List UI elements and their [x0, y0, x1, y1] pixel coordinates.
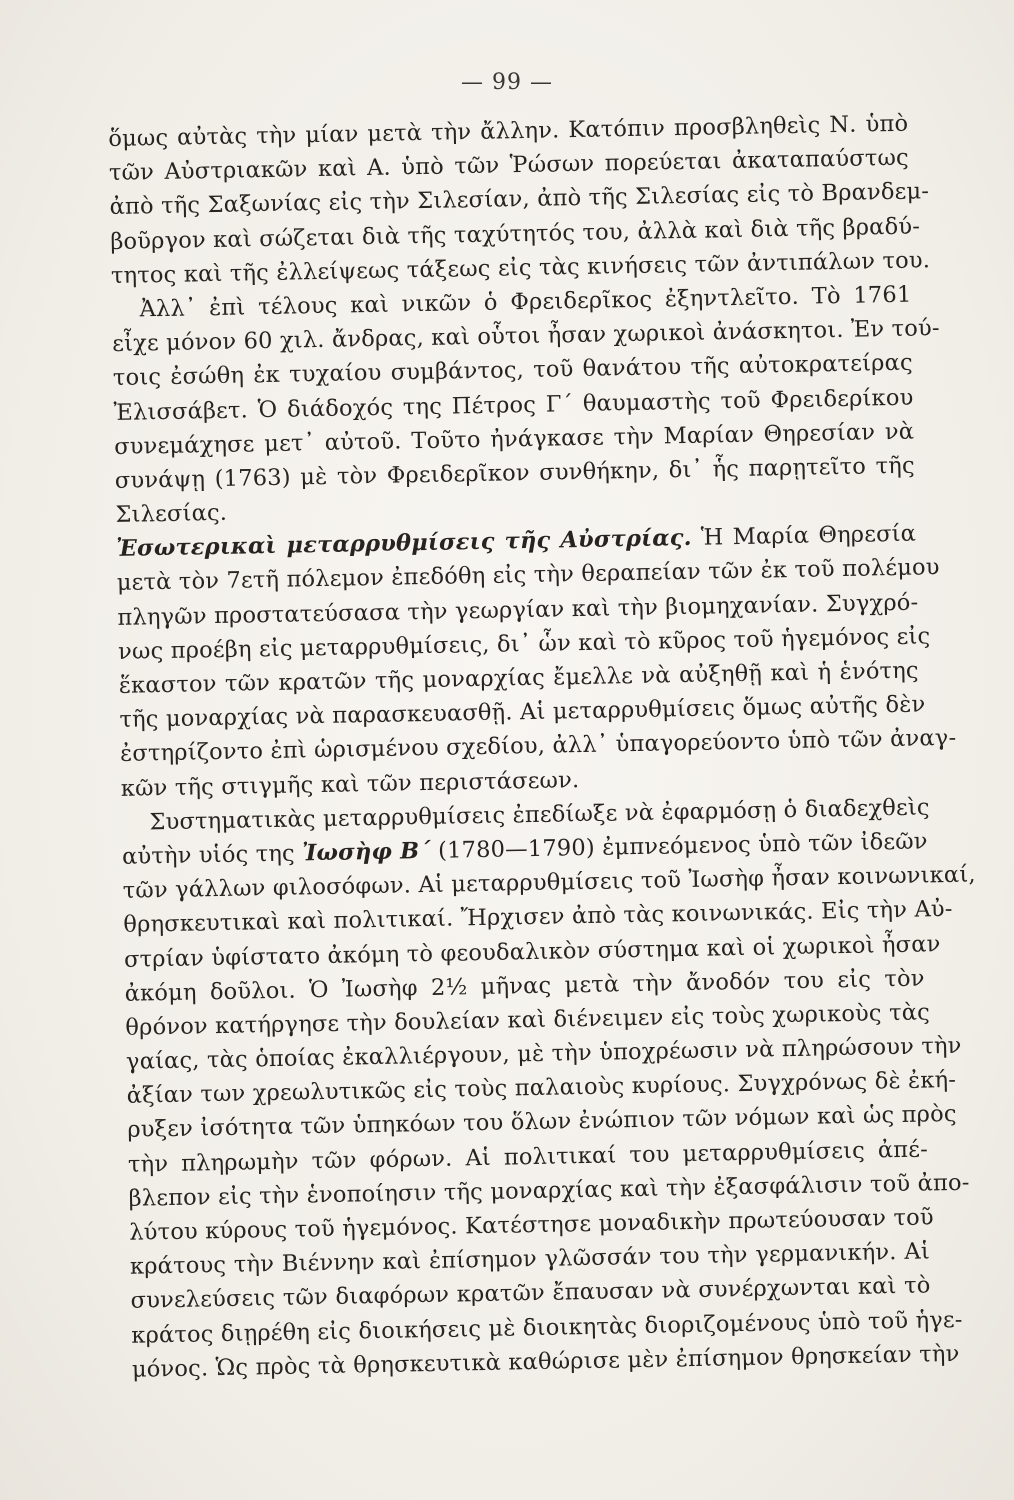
text-line: ἕκαστον τῶν κρατῶν τῆς μοναρχίας ἔμελλε νὰ αὐξηθῇ καὶ ἡ ἑνότης	[118, 657, 919, 699]
text-line: βοῦργον καὶ σώζεται διὰ τῆς ταχύτητός του, ἀλλὰ καὶ διὰ τῆς βραδύ-	[110, 212, 921, 255]
text-line: νως προέβη εἰς μεταρρυθμίσεις, δι᾽ ὧν καὶ τὸ κῦρος τοῦ ἡγεμόνος εἰς	[117, 623, 931, 665]
text-line: ἀπὸ τῆς Σαξωνίας εἰς τὴν Σιλεσίαν, ἀπὸ τῆς Σιλεσίας εἰς τὸ Βρανδεμ-	[109, 178, 930, 221]
text-line: κράτους τὴν Βιέννην καὶ ἐπίσημον γλῶσσάν του τὴν γερμανικήν. Αἱ	[129, 1238, 931, 1280]
text-line: ὅμως αὐτὰς τὴν μίαν μετὰ τὴν ἄλλην. Κατόπιν προσβληθεὶς Ν. ὑπὸ	[108, 110, 909, 152]
text-line: τητος καὶ τῆς ἐλλείψεως τάξεως εἰς τὰς κινήσεις τῶν ἀντιπάλων του.	[110, 246, 931, 289]
text-line: τοις ἐσώθη ἐκ τυχαίου συμβάντος, τοῦ θανάτου τῆς αὐτοκρατείρας	[112, 349, 914, 392]
text-line: ἐστηρίζοντο ἐπὶ ὡρισμένου σχεδίου, ἀλλ᾽ ὑπαγορεύοντο ὑπὸ τῶν ἀναγ-	[119, 725, 957, 768]
text-line: θρησκευτικαὶ καὶ πολιτικαί. Ἤρχισεν ἀπὸ τὰς κοινωνικάς. Εἰς τὴν Αὐ-	[123, 896, 953, 939]
text-line: Σιλεσίας.	[115, 499, 228, 528]
text-line: στρίαν ὑφίστατο ἀκόμη τὸ φεουδαλικὸν σύστημα καὶ οἱ χωρικοὶ ἦσαν	[123, 930, 941, 973]
text-line: μόνος. Ὡς πρὸς τὰ θρησκευτικὰ καθώρισε μὲν ἐπίσημον θρησκείαν τὴν	[131, 1340, 960, 1383]
text-line: πληγῶν προστατεύσασα τὴν γεωργίαν καὶ τὴν βιομηχανίαν. Συγχρό-	[117, 589, 919, 631]
text-line: συνάψῃ (1763) μὲ τὸν Φρειδερῖκον συνθήκην, δι᾽ ἧς παρῃτεῖτο τῆς	[114, 452, 915, 494]
page-number: — 99 —	[461, 70, 553, 95]
text-fragment: αὐτὴν υἱός της	[121, 840, 303, 870]
text-line: κῶν τῆς στιγμῆς καὶ τῶν περιστάσεων.	[120, 766, 580, 802]
text-line: λύτου κύρους τοῦ ἡγεμόνος. Κατέστησε μοναδικὴν πρωτεύουσαν τοῦ	[129, 1204, 935, 1246]
text-line: ἀξίαν των χρεωλυτικῶς εἰς τοὺς παλαιοὺς κυρίους. Συγχρόνως δὲ ἐκή-	[126, 1067, 957, 1110]
text-line: γαίας, τὰς ὁποίας ἐκαλλιέργουν, μὲ τὴν ὑποχρέωσιν νὰ πληρώσουν τὴν	[125, 1032, 962, 1075]
section-heading-continuation: Ἡ Μαρία Θηρεσία	[691, 520, 917, 552]
text-line: συνελεύσεις τῶν διαφόρων κρατῶν ἔπαυσαν νὰ συνέρχωνται καὶ τὸ	[130, 1272, 931, 1315]
section-heading: Ἐσωτερικαὶ μεταρρυθμίσεις τῆς Αὐστρίας.	[115, 525, 692, 563]
text-line: τὴν πληρωμὴν τῶν φόρων. Αἱ πολιτικαί του μεταρρυθμίσεις ἀπέ-	[127, 1136, 929, 1178]
text-line: τῶν Αὐστριακῶν καὶ Α. ὑπὸ τῶν Ῥώσων πορεύεται ἀκαταπαύστως	[108, 144, 910, 187]
text-line: ἀκόμη δοῦλοι. Ὁ Ἰωσὴφ 2½ μῆνας μετὰ τὴν ἄνοδόν του εἰς τὸν	[124, 965, 925, 1007]
text-line: τῆς μοναρχίας νὰ παρασκευασθῇ. Αἱ μεταρρυθμίσεις ὅμως αὐτῆς δὲν	[119, 691, 926, 734]
text-line: τῶν γάλλων φιλοσόφων. Αἱ μεταρρυθμίσεις τοῦ Ἰωσὴφ ἦσαν κοινωνικαί,	[122, 861, 976, 904]
text-line: συνεμάχησε μετ᾽ αὐτοῦ. Τοῦτο ἠνάγκασε τὴν Μαρίαν Θηρεσίαν νὰ	[113, 418, 915, 460]
text-line: Ἀλλ᾽ ἐπὶ τέλους καὶ νικῶν ὁ Φρειδερῖκος ἐξηντλεῖτο. Τὸ 1761	[139, 281, 912, 323]
text-line: μετὰ τὸν 7ετῆ πόλεμον ἐπεδόθη εἰς τὴν θεραπείαν τῶν ἐκ τοῦ πολέμου	[116, 554, 940, 597]
text-line: βλεπον εἰς τὴν ἑνοποίησιν τῆς μοναρχίας καὶ τὴν ἐξασφάλισιν τοῦ ἀπο-	[128, 1169, 970, 1212]
emphasized-name: Ἰωσὴφ Β´	[301, 837, 432, 867]
text-line: εἶχε μόνον 60 χιλ. ἄνδρας, καὶ οὗτοι ἦσαν χωρικοὶ ἀνάσκητοι. Ἐν τού-	[112, 315, 940, 358]
text-line: Ἐλισσάβετ. Ὁ διάδοχός της Πέτρος Γ´ θαυμαστὴς τοῦ Φρειδερίκου	[113, 384, 914, 426]
body-text	[108, 107, 976, 1387]
text-line: θρόνον κατήργησε τὴν δουλείαν καὶ διένειμεν εἰς τοὺς χωρικοὺς τὰς	[125, 999, 931, 1041]
text-line: Συστηματικὰς μεταρρυθμίσεις ἐπεδίωξε νὰ ἐφαρμόσῃ ὁ διαδεχθεὶς	[149, 794, 930, 836]
text-line: κράτος διῃρέθη εἰς διοικήσεις μὲ διοικητὰς διοριζομένους ὑπὸ τοῦ ἡγε-	[131, 1306, 963, 1349]
text-fragment: (1780—1790) ἐμπνεόμενος ὑπὸ τῶν ἰδεῶν	[430, 828, 928, 864]
text-line: ρυξεν ἰσότητα τῶν ὑπηκόων του ὅλων ἐνώπιον τῶν νόμων καὶ ὡς πρὸς	[127, 1101, 957, 1144]
